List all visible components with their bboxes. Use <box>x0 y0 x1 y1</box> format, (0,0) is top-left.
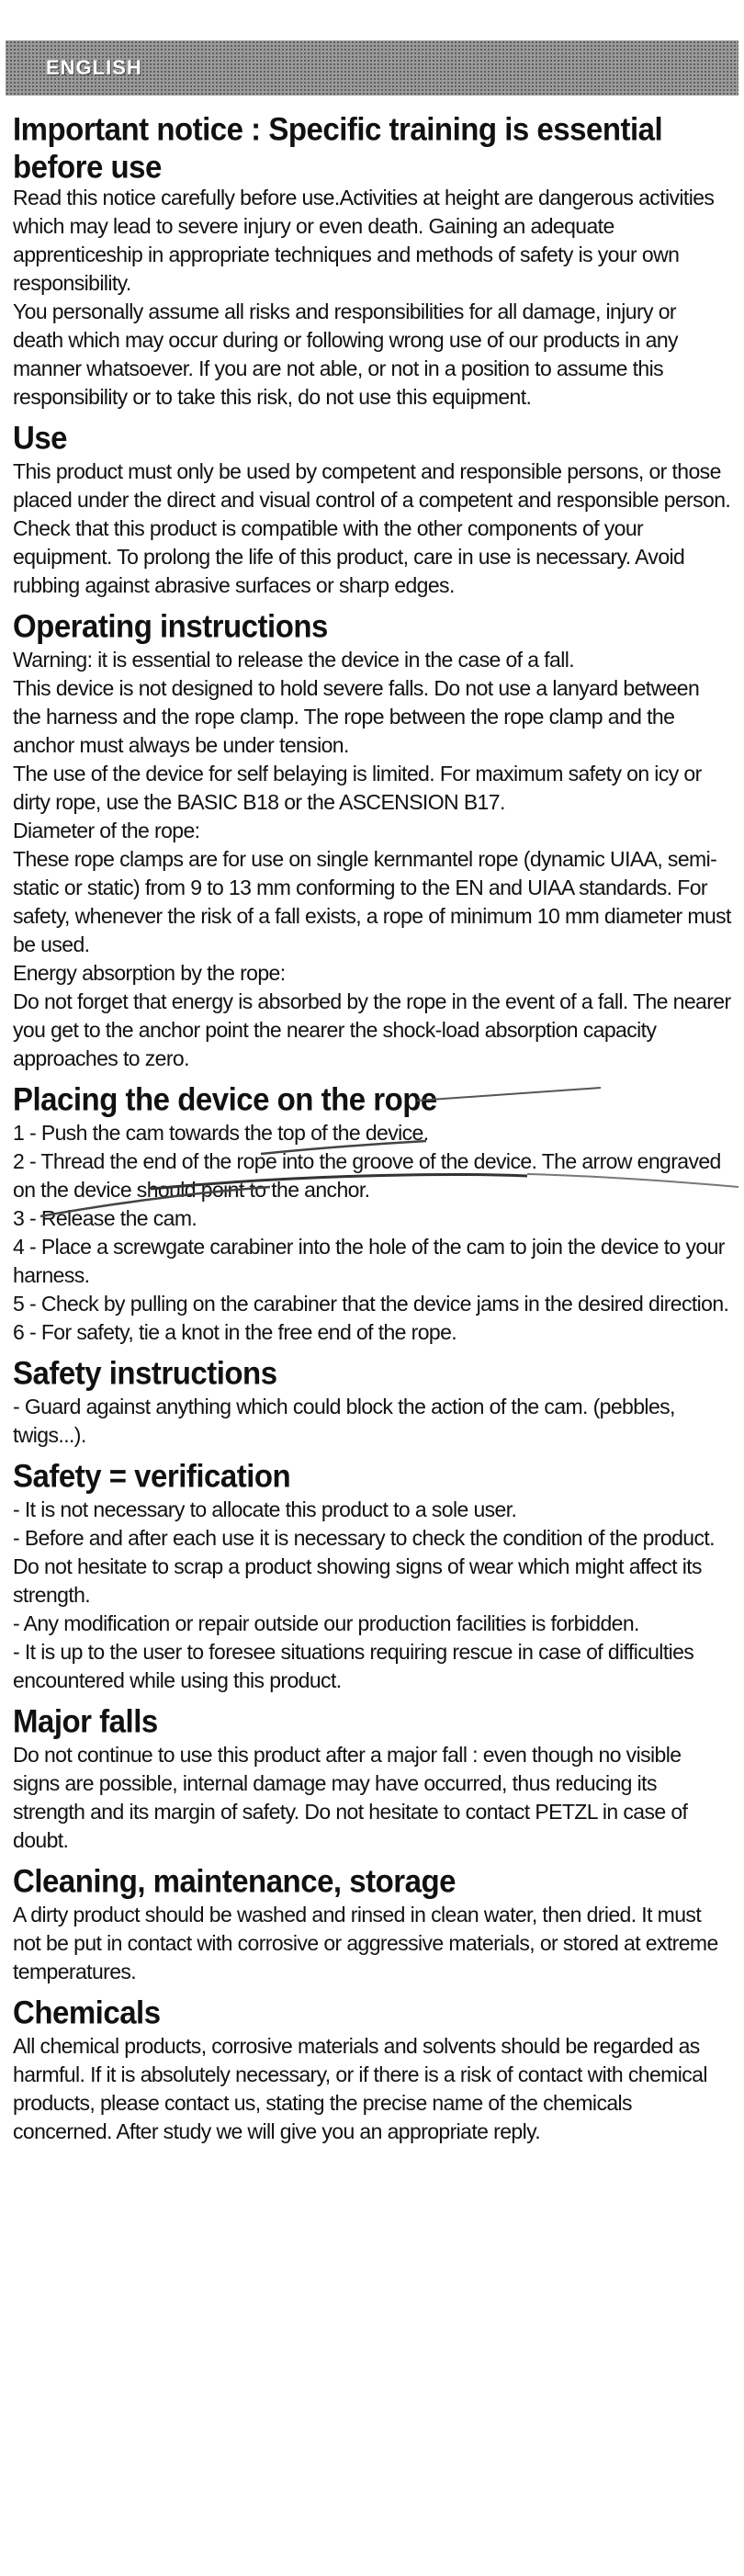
verification-list <box>13 1496 731 1695</box>
paragraph: All chemical products, corrosive materials and solvents should be regarded as harmful. If it is absolutely necessary, or if there is a risk of contact with chemical products, please contact us, stating the precise name of the chemicals concerned. After study we will give you an appropriate reply. <box>13 2034 707 2143</box>
section-title: Important notice : Specific training is essential before use <box>13 110 663 185</box>
list-item: 3 - Release the cam. <box>13 1206 197 1230</box>
section-title: Use <box>13 419 68 456</box>
paragraph: The use of the device for self belaying is limited. For maximum safety on icy or dirty rope, use the BASIC B18 or the ASCENSION B17. <box>13 762 702 814</box>
list-item: - Before and after each use it is necessary to check the condition of the product. Do not hesitate to scrap a product showing signs of wear which might affect its strength. <box>13 1526 715 1607</box>
section-title: Major falls <box>13 1702 158 1739</box>
list-item: - It is not necessary to allocate this product to a sole user. <box>13 1497 517 1521</box>
section-title: Safety instructions <box>13 1354 277 1391</box>
paragraph: Do not continue to use this product after a major fall : even though no visible signs are possible, internal damage may have occurred, thus reducing its strength and its margin of safety. Do not hesitate to contact PETZL in case of doubt. <box>13 1743 688 1852</box>
section-important-notice <box>13 110 731 412</box>
paragraph: Read this notice carefully before use.Activities at height are dangerous activities which may lead to severe injury or even death. Gaining an adequate apprenticeship in appropriate techniques and methods of safety is your own responsibility. <box>13 186 715 295</box>
section-safety-instructions <box>13 1354 731 1450</box>
section-title: Operating instructions <box>13 607 328 644</box>
paragraph: You personally assume all risks and responsibilities for all damage, injury or death which may occur during or following wrong use of our products in any manner whatsoever. If you are not able, or not in a position to assume this responsibility or to take this risk, do not use this equipment. <box>13 299 678 409</box>
steps-list <box>13 1119 731 1347</box>
section-major-falls <box>13 1702 731 1855</box>
paragraph: These rope clamps are for use on single kernmantel rope (dynamic UIAA, semi-static or static) from 9 to 13 mm conforming to the EN and UIAA standards. For safety, whenever the risk of a fall exists, a rope of minimum 10 mm diameter must be used. <box>13 847 731 956</box>
section-use <box>13 419 731 600</box>
language-label: ENGLISH <box>46 56 142 79</box>
list-item: - Any modification or repair outside our production facilities is forbidden. <box>13 1611 639 1635</box>
paragraph: Do not forget that energy is absorbed by the rope in the event of a fall. The nearer you get to the anchor point the nearer the shock-load absorption capacity approaches to zero. <box>13 989 731 1070</box>
paragraph: This product must only be used by competent and responsible persons, or those placed under the direct and visual control of a competent and responsible person. <box>13 459 731 512</box>
list-item: 5 - Check by pulling on the carabiner that the device jams in the desired direction. <box>13 1292 729 1316</box>
paragraph: A dirty product should be washed and rinsed in clean water, then dried. It must not be put in contact with corrosive or aggressive materials, or stored at extreme temperatures. <box>13 1903 718 1983</box>
paragraph: Energy absorption by the rope: <box>13 961 286 985</box>
notice-content <box>0 96 744 2146</box>
section-safety-verification <box>13 1457 731 1695</box>
section-title: Chemicals <box>13 1994 161 2030</box>
section-operating-instructions <box>13 607 731 1073</box>
paragraph: Warning: it is essential to release the device in the case of a fall. <box>13 648 575 672</box>
section-placing-device <box>13 1080 731 1347</box>
section-title: Placing the device on the rope <box>13 1080 437 1117</box>
paragraph: Check that this product is compatible with the other components of your equipment. To prolong the life of this product, care in use is necessary. Avoid rubbing against abrasive surfaces or sharp edges. <box>13 516 685 597</box>
section-title: Safety = verification <box>13 1457 291 1494</box>
paragraph: This device is not designed to hold severe falls. Do not use a lanyard between the harness and the rope clamp. The rope between the rope clamp and the anchor must always be under tension. <box>13 676 700 757</box>
list-item: 4 - Place a screwgate carabiner into the hole of the cam to join the device to your harness. <box>13 1235 725 1287</box>
section-title: Cleaning, maintenance, storage <box>13 1862 456 1899</box>
list-item: 1 - Push the cam towards the top of the device. <box>13 1121 429 1145</box>
section-chemicals <box>13 1994 731 2146</box>
section-cleaning <box>13 1862 731 1986</box>
language-banner <box>6 40 738 96</box>
list-item: 6 - For safety, tie a knot in the free end of the rope. <box>13 1320 457 1344</box>
list-item: - It is up to the user to foresee situations requiring rescue in case of difficulties encountered while using this product. <box>13 1640 694 1692</box>
paragraph: - Guard against anything which could block the action of the cam. (pebbles, twigs...). <box>13 1395 675 1447</box>
paragraph: Diameter of the rope: <box>13 819 200 842</box>
list-item: 2 - Thread the end of the rope into the groove of the device. The arrow engraved on the device should point to the anchor. <box>13 1149 721 1202</box>
